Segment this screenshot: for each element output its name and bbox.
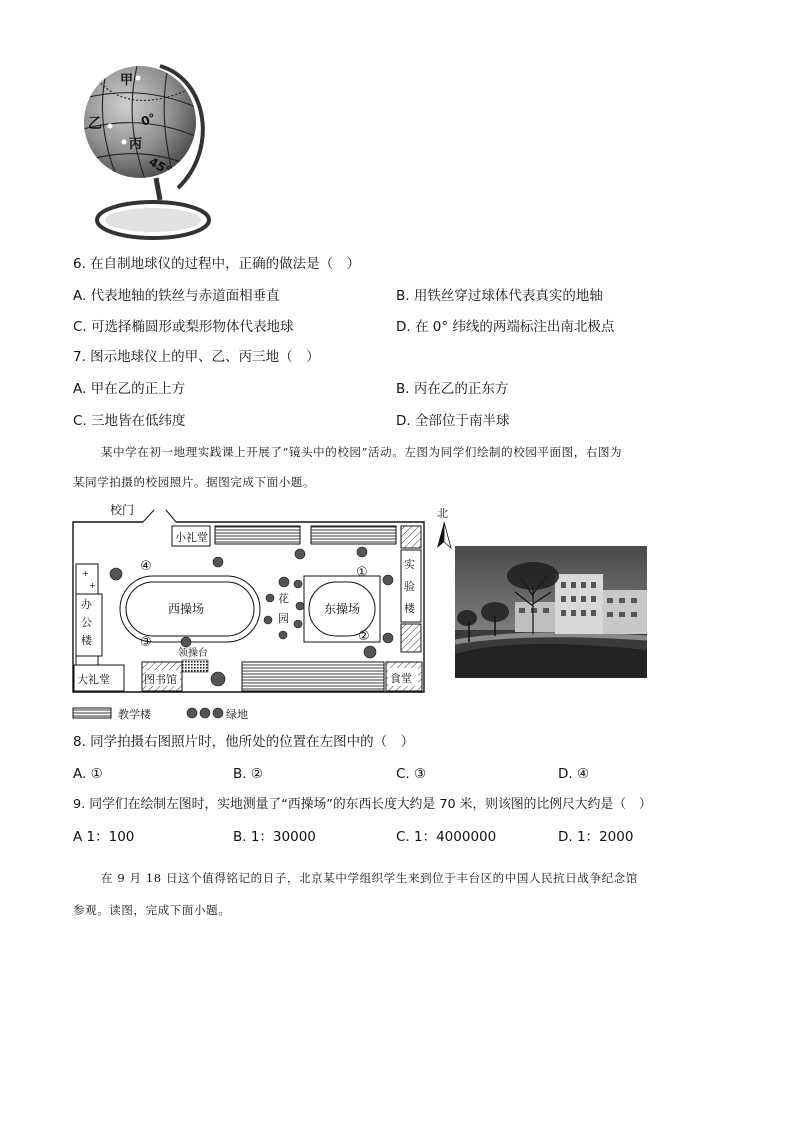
question-9-option-a: A 1：100 <box>73 829 135 845</box>
question-6-option-a: A. 代表地轴的铁丝与赤道面相垂直 <box>73 288 280 304</box>
svg-text:+: + <box>82 569 89 578</box>
question-7-stem: 7. 图示地球仪上的甲、乙、丙三地（ ） <box>73 349 320 365</box>
map-garden-label-2: 园 <box>278 612 289 625</box>
question-8-option-b: B. ② <box>233 766 263 782</box>
question-7-option-a: A. 甲在乙的正上方 <box>73 381 186 397</box>
map-garden-label-1: 花 <box>278 592 289 605</box>
legend-green-label: 绿地 <box>226 708 248 721</box>
question-7-option-c: C. 三地皆在低纬度 <box>73 413 186 429</box>
question-8-stem: 8. 同学拍摄右图照片时，他所处的位置在左图中的（ ） <box>73 734 415 750</box>
question-6-option-c: C. 可选择椭圆形或梨形物体代表地球 <box>73 319 294 335</box>
question-6-option-d: D. 在 0° 纬线的两端标注出南北极点 <box>396 319 615 335</box>
question-9-option-c: C. 1：4000000 <box>396 829 497 845</box>
legend-tree-icon <box>187 708 197 718</box>
globe-label-0deg: 0° <box>139 110 158 129</box>
north-arrow-icon <box>434 506 456 552</box>
map-east-field-label: 东操场 <box>324 602 361 616</box>
question-7-option-b: B. 丙在乙的正东方 <box>396 381 509 397</box>
map-library-label: 图书馆 <box>144 673 177 686</box>
question-8-option-a: A. ① <box>73 766 103 782</box>
question-9-option-b: B. 1：30000 <box>233 829 316 845</box>
intro-paragraph-1-line-2: 某同学拍摄的校园照片。据图完成下面小题。 <box>73 475 315 489</box>
map-lab-label-3: 楼 <box>404 602 415 615</box>
map-mark-2: ② <box>358 629 370 644</box>
map-office-label-2: 公 <box>81 616 92 629</box>
globe-figure <box>68 60 218 250</box>
map-office-label-3: 楼 <box>81 634 92 647</box>
map-small-hall-label: 小礼堂 <box>175 531 208 544</box>
globe-label-45deg: 45° <box>146 154 174 178</box>
globe-label-yi: 乙 <box>88 116 102 132</box>
question-8-option-c: C. ③ <box>396 766 427 782</box>
map-big-hall-label: 大礼堂 <box>77 673 110 686</box>
map-gate-label: 校门 <box>110 503 135 517</box>
intro-paragraph-2-line-2: 参观。读图，完成下面小题。 <box>73 903 231 917</box>
question-7-option-d: D. 全部位于南半球 <box>396 413 510 429</box>
intro-paragraph-2-line-1: 在 9 月 18 日这个值得铭记的日子，北京某中学组织学生来到位于丰台区的中国人民抗日战争纪念馆 <box>101 871 638 885</box>
question-6-stem: 6. 在自制地球仪的过程中，正确的做法是（ ） <box>73 256 361 272</box>
map-mark-1: ① <box>356 565 368 580</box>
map-lab-label-2: 验 <box>404 580 415 593</box>
svg-text:+: + <box>89 581 96 590</box>
question-6-option-b: B. 用铁丝穿过球体代表真实的地轴 <box>396 288 603 304</box>
globe-label-bing: 丙 <box>129 137 143 152</box>
north-label: 北 <box>437 507 448 520</box>
map-office-label-1: 办 <box>81 598 92 611</box>
campus-photo <box>455 546 647 678</box>
globe-label-jia: 甲 <box>120 73 134 88</box>
map-lab-label-1: 实 <box>404 558 415 571</box>
campus-map <box>68 502 440 724</box>
legend-building-label: 教学楼 <box>118 708 151 721</box>
map-podium-label: 领操台 <box>178 648 208 659</box>
intro-paragraph-1-line-1: 某中学在初一地理实践课上开展了“镜头中的校园”活动。左图为同学们绘制的校园平面图，右图为 <box>101 445 623 459</box>
question-8-option-d: D. ④ <box>558 766 590 782</box>
map-mark-3: ③ <box>140 635 152 650</box>
question-9-stem: 9. 同学们在绘制左图时，实地测量了“西操场”的东西长度大约是 70 米，则该图的比例尺大约是（ ） <box>73 797 652 812</box>
question-9-option-d: D. 1：2000 <box>558 829 634 845</box>
map-canteen-label: 食堂 <box>390 672 412 685</box>
map-west-field-label: 西操场 <box>168 602 205 616</box>
map-mark-4: ④ <box>140 559 152 574</box>
